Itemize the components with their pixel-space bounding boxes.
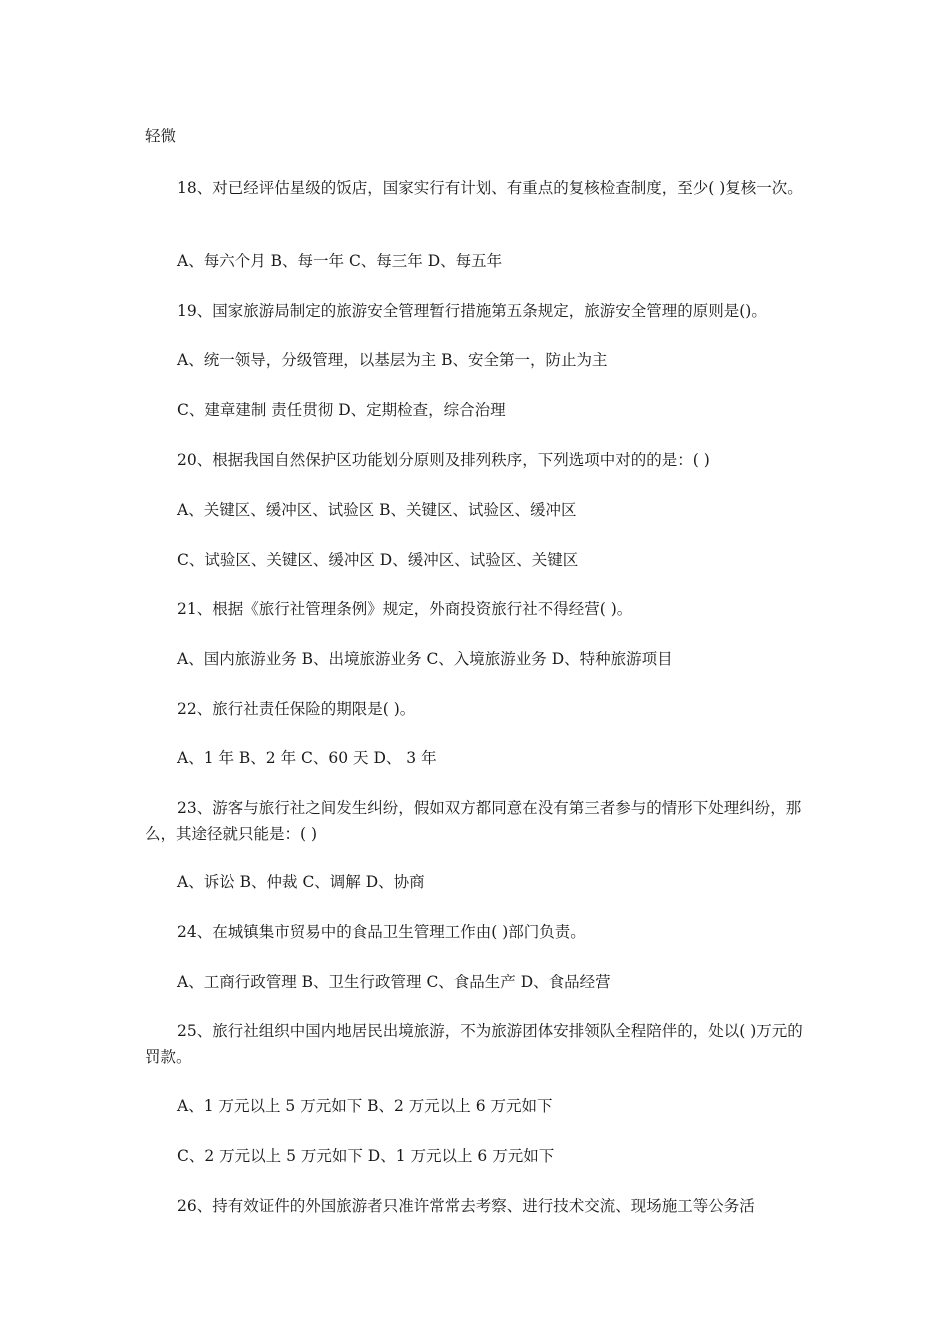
paragraph-continuation: 轻微 <box>145 127 177 145</box>
options-22: A、1 年 B、2 年 C、60 天 D、 3 年 <box>177 749 437 767</box>
question-19: 19、国家旅游局制定的旅游安全管理暂行措施第五条规定，旅游安全管理的原则是()。 <box>177 302 767 320</box>
question-22: 22、旅行社责任保险的期限是( )。 <box>177 700 416 718</box>
question-20: 20、根据我国自然保护区功能划分原则及排列秩序，下列选项中对的的是：( ) <box>177 451 710 469</box>
question-18: 18、对已经评估星级的饭店，国家实行有计划、有重点的复核检查制度，至少( )复核一次。 <box>177 179 803 197</box>
options-24: A、工商行政管理 B、卫生行政管理 C、食品生产 D、食品经营 <box>177 973 611 991</box>
options-23: A、诉讼 B、仲裁 C、调解 D、协商 <box>177 873 425 891</box>
question-25: 25、旅行社组织中国内地居民出境旅游，不为旅游团体安排领队全程陪伴的，处以( )万元的罚款。 <box>145 1022 803 1066</box>
options-25-ab: A、1 万元以上 5 万元如下 B、2 万元以上 6 万元如下 <box>177 1097 553 1115</box>
options-20-ab: A、关键区、缓冲区、试验区 B、关键区、试验区、缓冲区 <box>177 501 577 519</box>
options-21: A、国内旅游业务 B、出境旅游业务 C、入境旅游业务 D、特种旅游项目 <box>177 650 673 668</box>
options-19-ab: A、统一领导，分级管理，以基层为主 B、安全第一，防止为主 <box>177 351 608 369</box>
options-19-cd: C、建章建制 责任贯彻 D、定期检查，综合治理 <box>177 401 506 419</box>
options-25-cd: C、2 万元以上 5 万元如下 D、1 万元以上 6 万元如下 <box>177 1147 555 1165</box>
options-18: A、每六个月 B、每一年 C、每三年 D、每五年 <box>177 252 503 270</box>
options-20-cd: C、试验区、关键区、缓冲区 D、缓冲区、试验区、关键区 <box>177 551 579 569</box>
question-24: 24、在城镇集市贸易中的食品卫生管理工作由( )部门负责。 <box>177 923 586 941</box>
question-26: 26、持有效证件的外国旅游者只准许常常去考察、进行技术交流、现场施工等公务活 <box>177 1197 755 1215</box>
question-21: 21、根据《旅行社管理条例》规定，外商投资旅行社不得经营( )。 <box>177 600 633 618</box>
question-23: 23、游客与旅行社之间发生纠纷，假如双方都同意在没有第三者参与的情形下处理纠纷，那么，其途径就只能是：( ) <box>145 799 802 843</box>
